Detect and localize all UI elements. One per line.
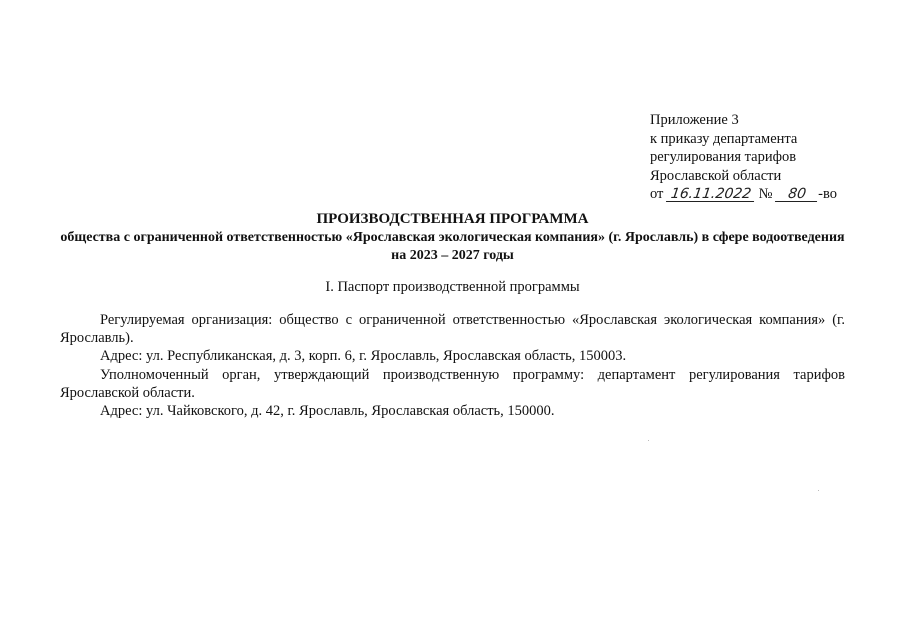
appendix-block	[650, 111, 837, 204]
document-title: ПРОИЗВОДСТВЕННАЯ ПРОГРАММА	[316, 211, 589, 227]
handwritten-number: 80	[775, 187, 819, 202]
section-heading: I. Паспорт производственной программы	[325, 279, 580, 295]
order-suffix: -во	[818, 186, 837, 202]
appendix-line-2: к приказу департамента	[650, 130, 798, 147]
paragraph-organization-address: Адрес: ул. Республиканская, д. 3, корп. 6, г. Ярославль, Ярославская область, 150003.	[100, 348, 627, 365]
paragraph-regulated-organization: Регулируемая организация: общество с ограниченной ответственностью «Ярославская экологическая компания» (г. Ярославль).	[60, 312, 845, 347]
order-reference-line	[650, 185, 837, 204]
handwritten-date: 16.11.2022	[666, 187, 756, 202]
appendix-line-1: Приложение 3	[650, 112, 739, 128]
paragraph-authorized-body: Уполномоченный орган, утверждающий производственную программу: департамент регулирования тарифов Ярославской области.	[60, 366, 845, 401]
scan-speck	[818, 490, 819, 491]
appendix-line-3: регулирования тарифов	[650, 149, 797, 165]
paragraph-authority-address: Адрес: ул. Чайковского, д. 42, г. Ярославль, Ярославская область, 150000.	[100, 403, 555, 420]
passport-body	[60, 311, 845, 420]
number-sign: №	[758, 186, 773, 202]
scan-speck	[648, 440, 649, 441]
document-subtitle: общества с ограниченной ответственностью «Ярославская экологическая компания» (г. Ярославль) в сфере водоотведения на 2023 – 2027 годы	[60, 230, 845, 263]
from-prefix: от	[650, 186, 664, 202]
appendix-line-4: Ярославской области	[650, 167, 782, 184]
